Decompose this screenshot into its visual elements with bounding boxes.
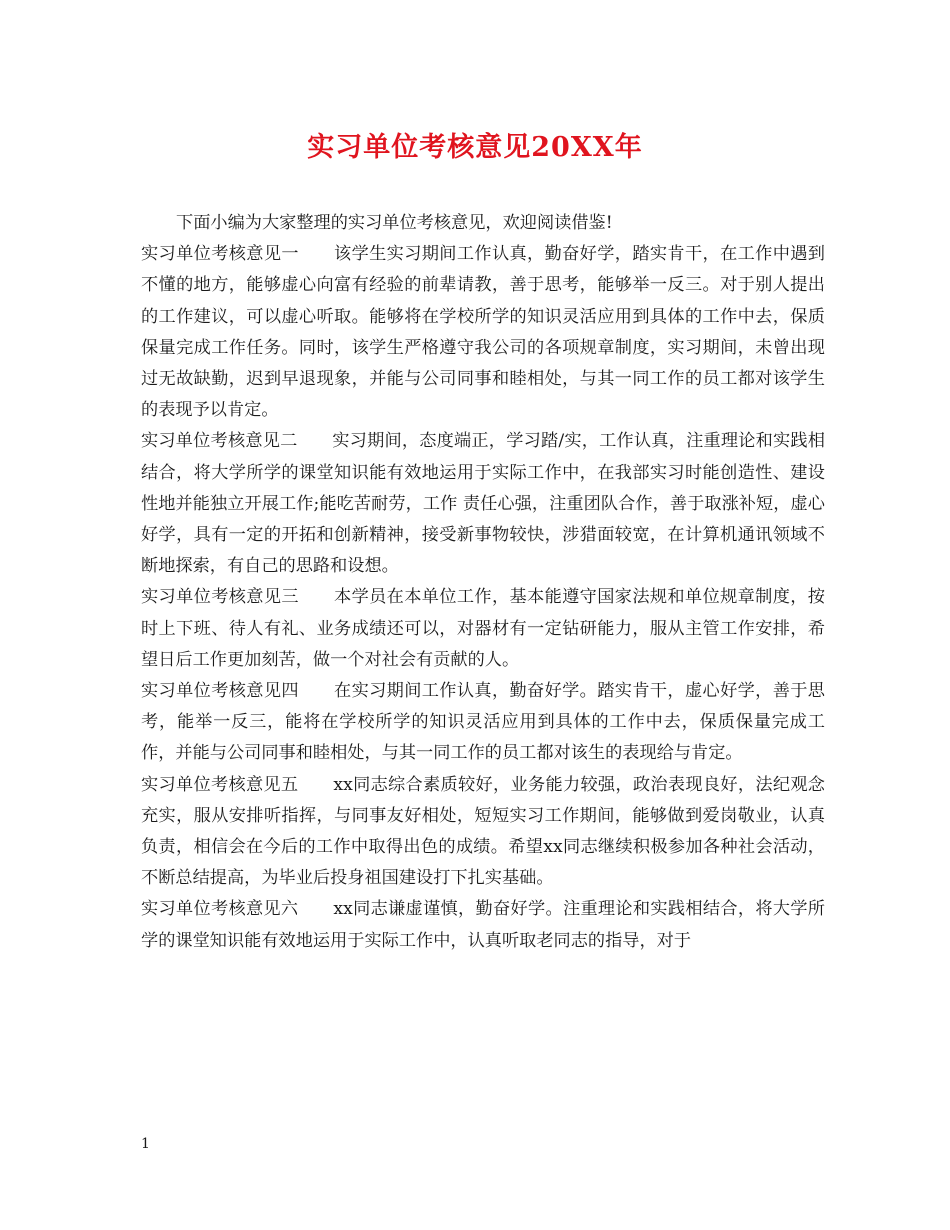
document-body bbox=[141, 208, 825, 957]
page-number: 1 bbox=[141, 1136, 150, 1152]
assessment-paragraph-3: 实习单位考核意见三 本学员在本单位工作，基本能遵守国家法规和单位规章制度，按时上下班、待人有礼、业务成绩还可以，对器材有一定钻研能力，服从主管工作安排，希望日后工作更加刻苦，做一个对社会有贡献的人。 bbox=[141, 587, 825, 670]
intro-paragraph: 下面小编为大家整理的实习单位考核意见，欢迎阅读借鉴! bbox=[176, 213, 613, 233]
assessment-paragraph-6: 实习单位考核意见六 xx同志谦虚谨慎，勤奋好学。注重理论和实践相结合，将大学所学的课堂知识能有效地运用于实际工作中，认真听取老同志的指导，对于 bbox=[141, 899, 825, 951]
document-title: 实习单位考核意见20XX年 bbox=[307, 132, 643, 163]
assessment-paragraph-4: 实习单位考核意见四 在实习期间工作认真，勤奋好学。踏实肯干，虚心好学，善于思考，能举一反三，能将在学校所学的知识灵活应用到具体的工作中去，保质保量完成工作，并能与公司同事和睦相处，与其一同工作的员工都对该生的表现给与肯定。 bbox=[141, 681, 825, 764]
assessment-paragraph-2: 实习单位考核意见二 实习期间，态度端正，学习踏/实，工作认真，注重理论和实践相结合，将大学所学的课堂知识能有效地运用于实际工作中，在我部实习时能创造性、建设性地并能独立开展工作;能吃苦耐劳，工作 责任心强，注重团队合作，善于取涨补短，虚心好学，具有一定的开拓和创新精神，接受新事物较快，涉猎面较宽，在计算机通讯领域不断地探索，有自己的思路和设想。 bbox=[141, 431, 825, 577]
assessment-paragraph-5: 实习单位考核意见五 xx同志综合素质较好，业务能力较强，政治表现良好，法纪观念充实，服从安排听指挥，与同事友好相处，短短实习工作期间，能够做到爱岗敬业，认真负责，相信会在今后的工作中取得出色的成绩。希望xx同志继续积极参加各种社会活动，不断总结提高，为毕业后投身祖国建设打下扎实基础。 bbox=[141, 774, 825, 889]
assessment-paragraph-1: 实习单位考核意见一 该学生实习期间工作认真，勤奋好学，踏实肯干，在工作中遇到不懂的地方，能够虚心向富有经验的前辈请教，善于思考，能够举一反三。对于别人提出的工作建议，可以虚心听取。能够将在学校所学的知识灵活应用到具体的工作中去，保质保量完成工作任务。同时，该学生严格遵守我公司的各项规章制度，实习期间，未曾出现过无故缺勤，迟到早退现象，并能与公司同事和睦相处，与其一同工作的员工都对该学生的表现予以肯定。 bbox=[141, 244, 825, 421]
